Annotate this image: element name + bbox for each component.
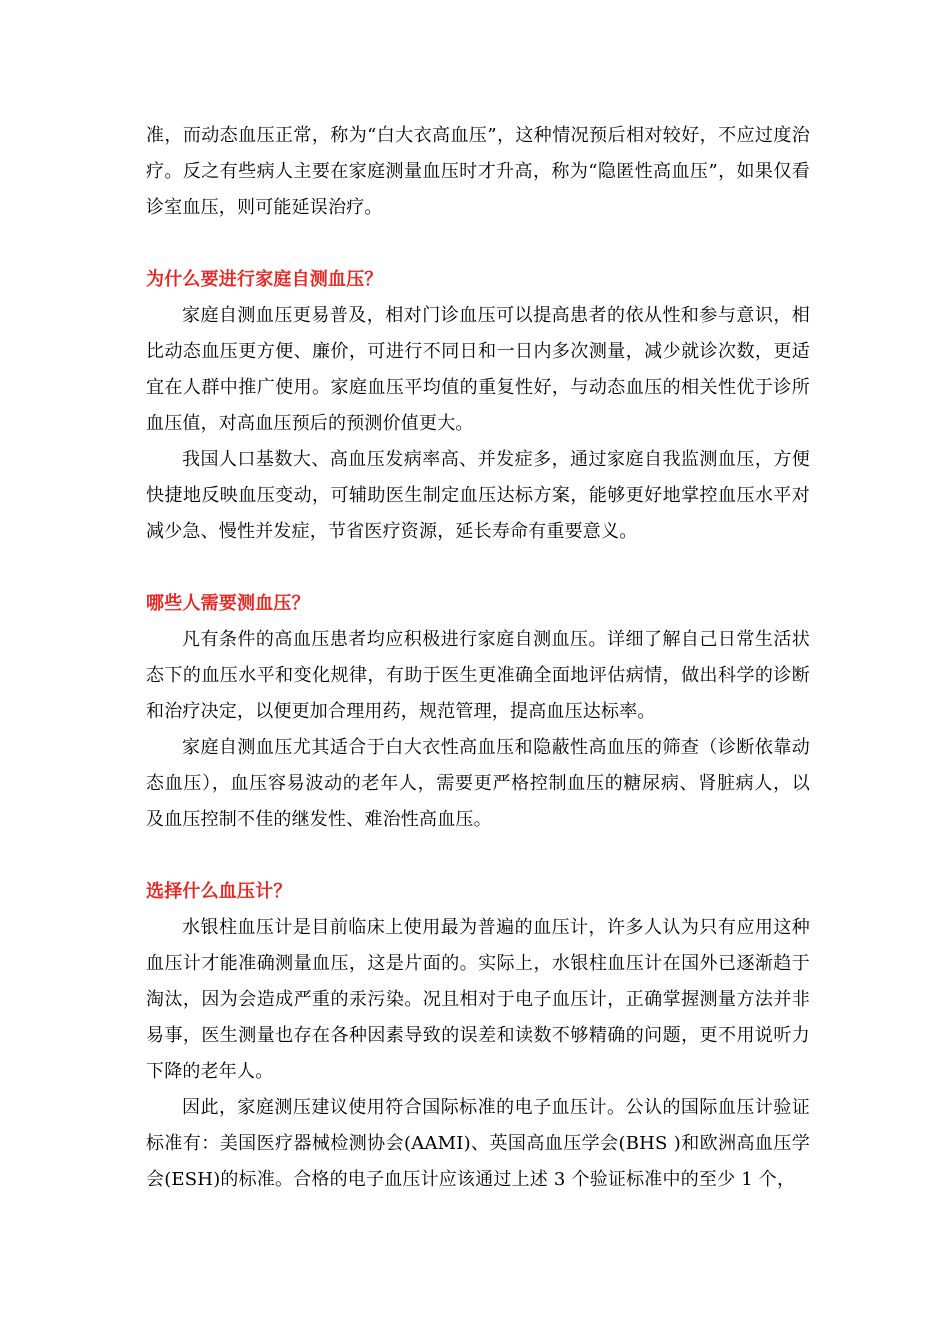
section-paragraph: 因此，家庭测压建议使用符合国际标准的电子血压计。公认的国际血压计验证标准有：美国医疗器械检测协会(AAMI)、英国高血压学会(BHS )和欧洲高血压学会(ESH)的标准。合格的电子血压计应该通过上述 3 个验证标准中的至少 1 个， [146,1097,810,1190]
section-gap [146,838,810,874]
section-paragraph: 水银柱血压计是目前临床上使用最为普遍的血压计，许多人认为只有应用这种血压计才能准确测量血压，这是片面的。实际上，水银柱血压计在国外已逐渐趋于淘汰，因为会造成严重的汞污染。况且相对于电子血压计，正确掌握测量方法并非易事，医生测量也存在各种因素导致的误差和读数不够精确的问题，更不用说听力下降的老年人。 [146,917,810,1082]
section-gap [146,550,810,586]
section-why-home-monitoring [146,262,810,550]
section-paragraph: 家庭自测血压更易普及，相对门诊血压可以提高患者的依从性和参与意识，相比动态血压更方便、廉价，可进行不同日和一日内多次测量，减少就诊次数，更适宜在人群中推广使用。家庭血压平均值的重复性好，与动态血压的相关性优于诊所血压值，对高血压预后的预测价值更大。 [146,305,810,434]
section-gap [146,226,810,262]
section-paragraph: 凡有条件的高血压患者均应积极进行家庭自测血压。详细了解自己日常生活状态下的血压水平和变化规律，有助于医生更准确全面地评估病情，做出科学的诊断和治疗决定，以便更加合理用药，规范管理，提高血压达标率。 [146,629,810,722]
intro-paragraph: 准，而动态血压正常，称为“白大衣高血压”，这种情况预后相对较好，不应过度治疗。反之有些病人主要在家庭测量血压时才升高，称为“隐匿性高血压”，如果仅看诊室血压，则可能延误治疗。 [146,125,810,218]
section-heading: 选择什么血压计？ [146,881,292,902]
section-heading: 哪些人需要测血压？ [146,593,310,614]
section-heading: 为什么要进行家庭自测血压？ [146,269,383,290]
section-choose-monitor [146,874,810,1198]
document-page [146,118,810,1198]
section-paragraph: 家庭自测血压尤其适合于白大衣性高血压和隐蔽性高血压的筛查（诊断依靠动态血压），血压容易波动的老年人，需要更严格控制血压的糖尿病、肾脏病人，以及血压控制不佳的继发性、难治性高血压。 [146,737,810,830]
section-who-needs-monitoring [146,586,810,838]
section-paragraph: 我国人口基数大、高血压发病率高、并发症多，通过家庭自我监测血压，方便快捷地反映血压变动，可辅助医生制定血压达标方案，能够更好地掌控血压水平对减少急、慢性并发症，节省医疗资源，延长寿命有重要意义。 [146,449,810,542]
